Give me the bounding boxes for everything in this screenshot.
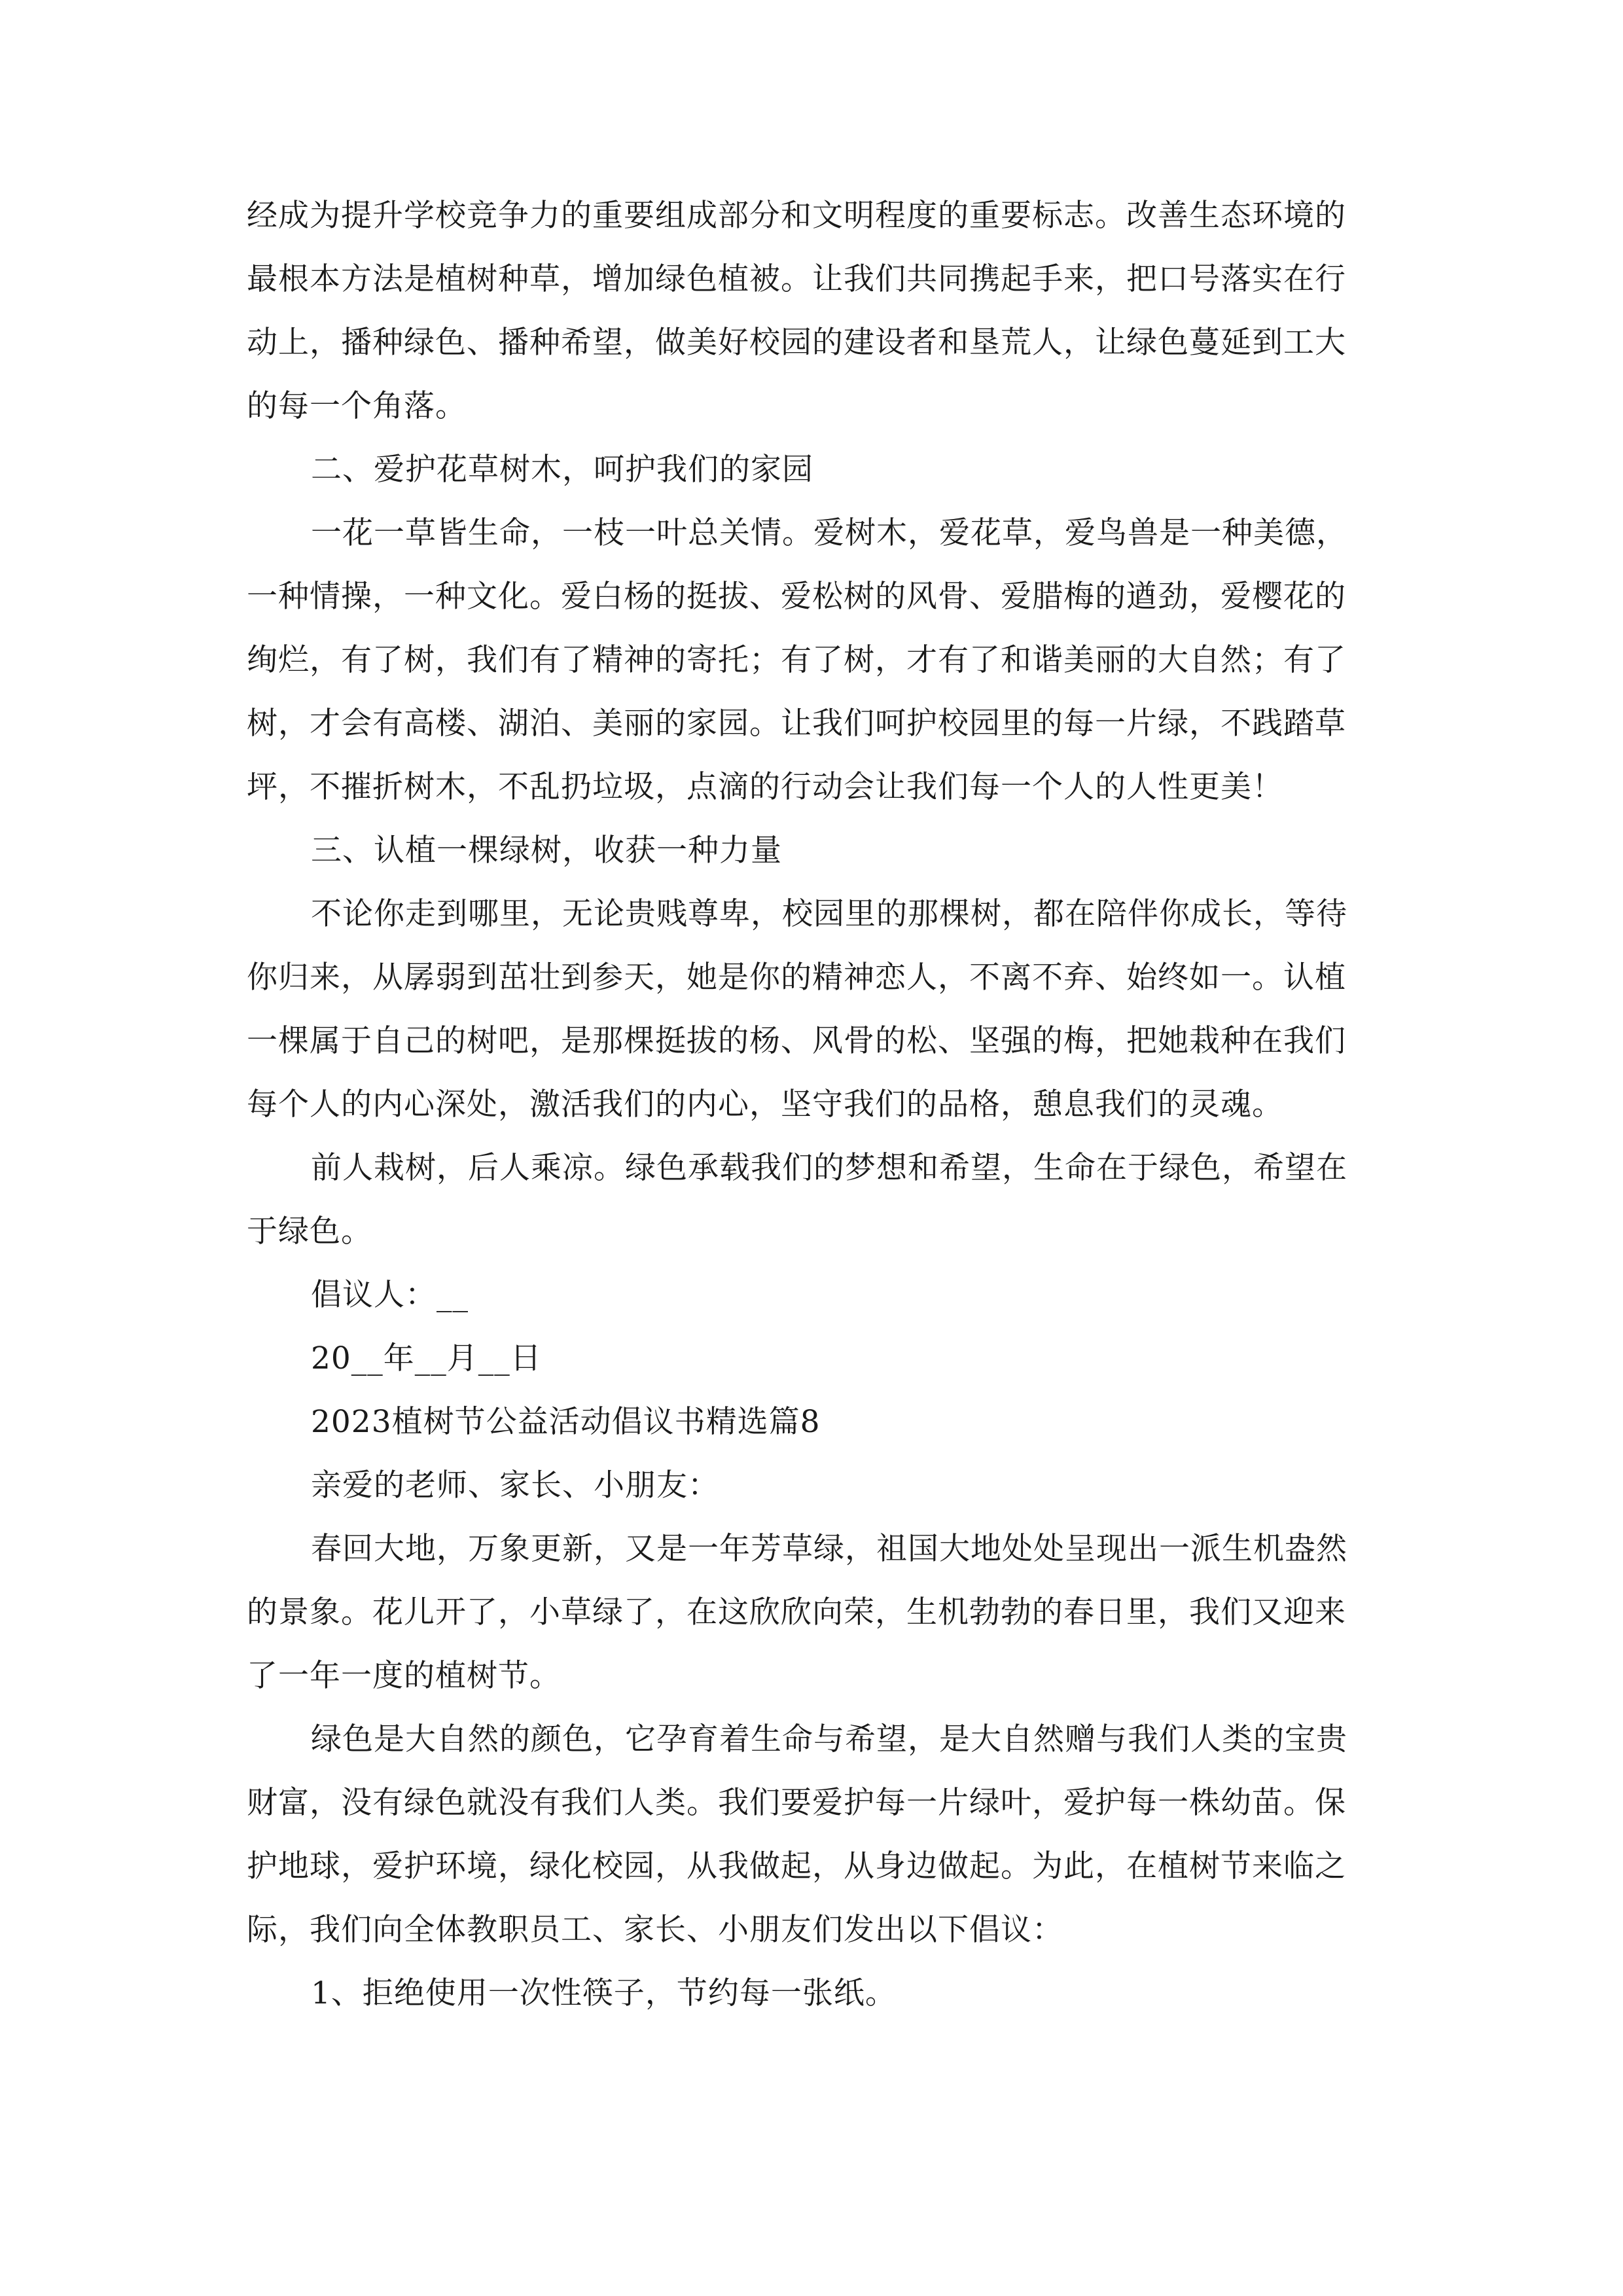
text-line: 树，才会有高楼、湖泊、美丽的家园。让我们呵护校园里的每一片绿，不践踏草 xyxy=(247,706,1346,742)
text-line: 坪，不摧折树木，不乱扔垃圾，点滴的行动会让我们每一个人的人性更美！ xyxy=(247,769,1283,805)
text-line: 了一年一度的植树节。 xyxy=(247,1658,561,1694)
text-line: 的每一个角落。 xyxy=(247,388,467,424)
list-item: 1、拒绝使用一次性筷子，节约每一张纸。 xyxy=(311,1975,897,2011)
text-line: 际，我们向全体教职员工、家长、小朋友们发出以下倡议： xyxy=(247,1912,1063,1948)
signature-line: 倡议人：__ xyxy=(311,1277,469,1313)
text-line: 不论你走到哪里，无论贵贱尊卑，校园里的那棵树，都在陪伴你成长，等待 xyxy=(311,896,1347,932)
text-line: 财富，没有绿色就没有我们人类。我们要爱护每一片绿叶，爱护每一株幼苗。保 xyxy=(247,1785,1346,1821)
text-line: 一棵属于自己的树吧，是那棵挺拔的杨、风骨的松、坚强的梅，把她栽种在我们 xyxy=(247,1023,1346,1059)
text-line: 动上，播种绿色、播种希望，做美好校园的建设者和垦荒人，让绿色蔓延到工大 xyxy=(247,325,1346,361)
section-heading: 三、认植一棵绿树，收获一种力量 xyxy=(311,833,782,869)
text-line: 于绿色。 xyxy=(247,1213,372,1249)
text-line: 绚烂，有了树，我们有了精神的寄托；有了树，才有了和谐美丽的大自然；有了 xyxy=(247,642,1346,678)
text-line: 每个人的内心深处，激活我们的内心，坚守我们的品格，憩息我们的灵魂。 xyxy=(247,1086,1283,1122)
text-line: 的景象。花儿开了，小草绿了，在这欣欣向荣，生机勃勃的春日里，我们又迎来 xyxy=(247,1594,1346,1630)
text-line: 护地球，爱护环境，绿化校园，从我做起，从身边做起。为此，在植树节来临之 xyxy=(247,1848,1346,1884)
text-line: 你归来，从孱弱到茁壮到参天，她是你的精神恋人，不离不弃、始终如一。认植 xyxy=(247,960,1346,996)
text-line: 绿色是大自然的颜色，它孕育着生命与希望，是大自然赠与我们人类的宝贵 xyxy=(311,1721,1347,1757)
date-line: 20__年__月__日 xyxy=(311,1340,542,1376)
text-line: 前人栽树，后人乘凉。绿色承载我们的梦想和希望，生命在于绿色，希望在 xyxy=(311,1150,1347,1186)
text-line: 一花一草皆生命，一枝一叶总关情。爱树木，爱花草，爱鸟兽是一种美德， xyxy=(311,515,1347,551)
section-heading: 二、爱护花草树木，呵护我们的家园 xyxy=(311,452,813,488)
article-title: 2023植树节公益活动倡议书精选篇8 xyxy=(311,1404,821,1440)
salutation: 亲爱的老师、家长、小朋友： xyxy=(311,1467,719,1503)
text-line: 春回大地，万象更新，又是一年芳草绿，祖国大地处处呈现出一派生机盎然 xyxy=(311,1531,1347,1567)
text-line: 经成为提升学校竞争力的重要组成部分和文明程度的重要标志。改善生态环境的 xyxy=(247,198,1346,234)
text-line: 最根本方法是植树种草，增加绿色植被。让我们共同携起手来，把口号落实在行 xyxy=(247,261,1346,297)
text-line: 一种情操，一种文化。爱白杨的挺拔、爱松树的风骨、爱腊梅的遒劲，爱樱花的 xyxy=(247,579,1346,615)
